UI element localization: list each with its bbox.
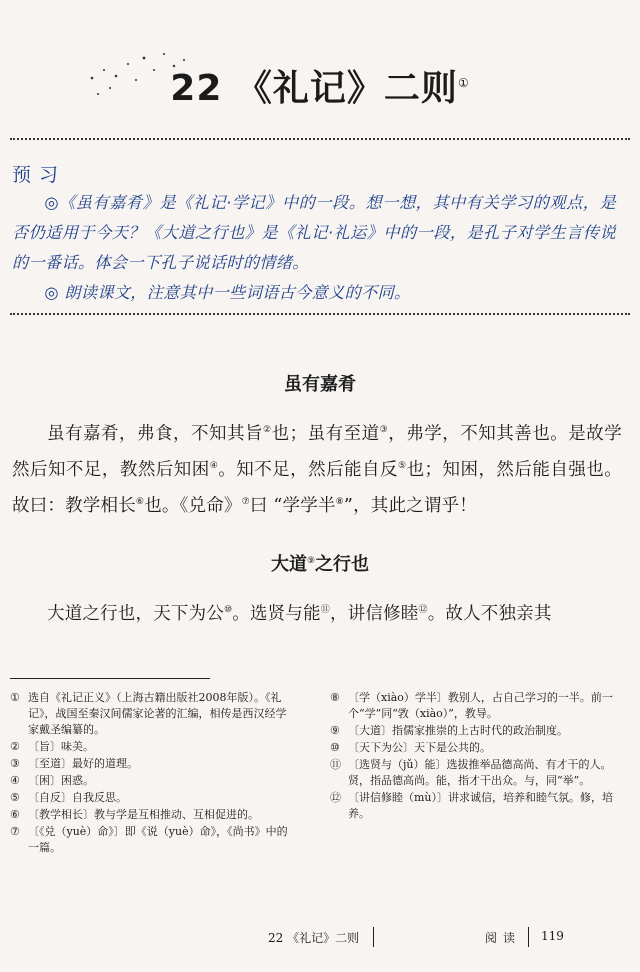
footnotes-left-column [10,690,296,857]
footnote-item: ⑩ 〔天下为公〕天下是公共的。 [330,741,491,754]
section-title-1: 虽有嘉肴 [284,374,356,395]
bottom-dotted-divider [10,313,630,315]
footnote-item: ⑤ 〔自反〕自我反思。 [10,791,127,804]
footnote-item: ⑪ 〔选贤与（jǔ）能〕选拔推举品德高尚、有才干的人。贤，指品德高尚。能，指才干出众。与，同“举”。 [330,758,612,787]
preview-heading: 预习 [12,164,67,186]
preview-paragraph-1: ◎《虽有嘉肴》是《礼记·学记》中的一段。想一想，其中有关学习的观点，是否仍适用于今天？《大道之行也》是《礼记·礼运》中的一段，是孔子对学生言传说的一番话。体会一下孔子说话时的情绪。 [12,193,616,272]
preview-box [12,188,616,308]
section-1-body [12,414,622,521]
section-title-2: 大道⑨之行也 [270,554,370,575]
footer-section-label: 阅读 [485,931,522,945]
section-1-paragraph: 虽有嘉肴，弗食，不知其旨②也；虽有至道③，弗学，不知其善也。是故学然后知不足，教然后知困④。知不足，然后能自反⑤也；知困，然后能自强也。故曰：教学相长⑥也。《兑命》⑦曰 “学学半⑧”，其此之谓乎！ [12,423,622,516]
footnote-rule [10,678,210,679]
page-footer [0,929,640,949]
footnote-item: ③ 〔至道〕最好的道理。 [10,757,138,770]
footnote-item: ⑦ 〔《兑（yuè）命》〕即《说（yuè）命》，《尚书》中的一篇。 [10,825,288,854]
footnote-item: ① 选自《礼记正义》（上海古籍出版社2008年版）。《礼记》，战国至秦汉间儒家论著的汇编，相传是西汉经学家戴圣编纂的。 [10,691,287,736]
footnote-item: ⑧ 〔学（xiào）学半〕教别人，占自己学习的一半。前一个“学”同“敩（xiào）”，教导。 [330,691,613,720]
preview-paragraph-2: ◎ 朗读课文，注意其中一些词语古今意义的不同。 [44,283,411,302]
footnote-item: ② 〔旨〕味美。 [10,740,94,753]
footnote-item: ⑫ 〔讲信修睦（mù）〕讲求诚信，培养和睦气氛。修，培养。 [330,791,614,820]
footnote-item: ⑥ 〔教学相长〕教与学是互相推动、互相促进的。 [10,808,259,821]
page-number: 119 [541,929,564,943]
section-2-paragraph: 大道之行也，天下为公⑩。选贤与能⑪，讲信修睦⑫。故人不独亲其 [47,603,552,624]
footer-lesson-title: 22 《礼记》二则 [268,931,360,945]
footnotes-right-column [330,690,616,823]
footnote-item: ⑨ 〔大道〕指儒家推崇的上古时代的政治制度。 [330,724,568,737]
lesson-title: 22 《礼记》二则① [170,68,470,109]
top-dotted-divider [10,138,630,140]
footnote-item: ④ 〔困〕困惑。 [10,774,94,787]
footer-divider [373,927,374,947]
title-footnote-mark: ① [457,76,470,90]
section-2-body [12,594,622,630]
footer-divider [528,927,529,947]
